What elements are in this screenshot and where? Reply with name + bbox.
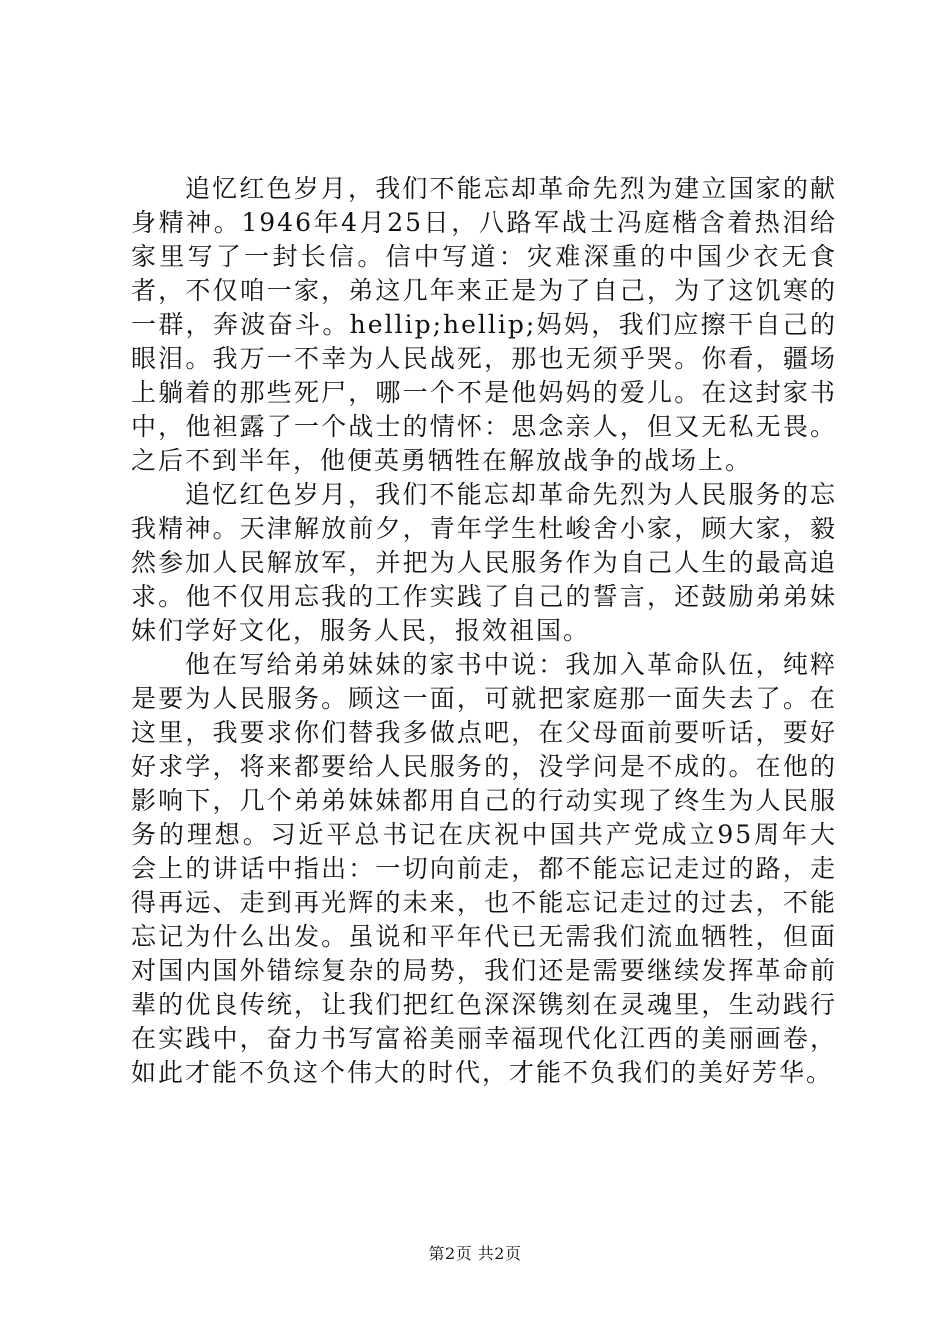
paragraph-2: 追忆红色岁月，我们不能忘却革命先烈为人民服务的忘我精神。天津解放前夕，青年学生杜峻舍小家，顾大家，毅然参加人民解放军，并把为人民服务作为自己人生的最高追求。他不仅用忘我的工作实践了自己的誓言，还鼓励弟弟妹妹们学好文化，服务人民，报效祖国。	[131, 480, 837, 645]
document-body	[131, 172, 837, 1090]
paragraph-1: 追忆红色岁月，我们不能忘却革命先烈为建立国家的献身精神。1946年4月25日，八路军战士冯庭楷含着热泪给家里写了一封长信。信中写道：灾难深重的中国少衣无食者，不仅咱一家，弟这几年来正是为了自己，为了这饥寒的一群，奔波奋斗。hellip;hellip;妈妈，我们应擦干自己的眼泪。我万一不幸为人民战死，那也无须乎哭。你看，疆场上躺着的那些死尸，哪一个不是他妈妈的爱儿。在这封家书中，他袒露了一个战士的情怀：思念亲人，但又无私无畏。之后不到半年，他便英勇牺牲在解放战争的战场上。	[131, 174, 837, 475]
paragraph-3: 他在写给弟弟妹妹的家书中说：我加入革命队伍，纯粹是要为人民服务。顾这一面，可就把家庭那一面失去了。在这里，我要求你们替我多做点吧，在父母面前要听话，要好好求学，将来都要给人民服务的，没学问是不成的。在他的影响下，几个弟弟妹妹都用自己的行动实现了终生为人民服务的理想。习近平总书记在庆祝中国共产党成立95周年大会上的讲话中指出：一切向前走，都不能忘记走过的路，走得再远、走到再光辉的未来，也不能忘记走过的过去，不能忘记为什么出发。虽说和平年代已无需我们流血牺牲，但面对国内国外错综复杂的局势，我们还是需要继续发挥革命前辈的优良传统，让我们把红色深深镌刻在灵魂里，生动践行在实践中，奋力书写富裕美丽幸福现代化江西的美丽画卷，如此才能不负这个伟大的时代，才能不负我们的美好芳华。	[131, 650, 837, 1087]
page-footer: 第2页 共2页	[428, 1244, 522, 1263]
